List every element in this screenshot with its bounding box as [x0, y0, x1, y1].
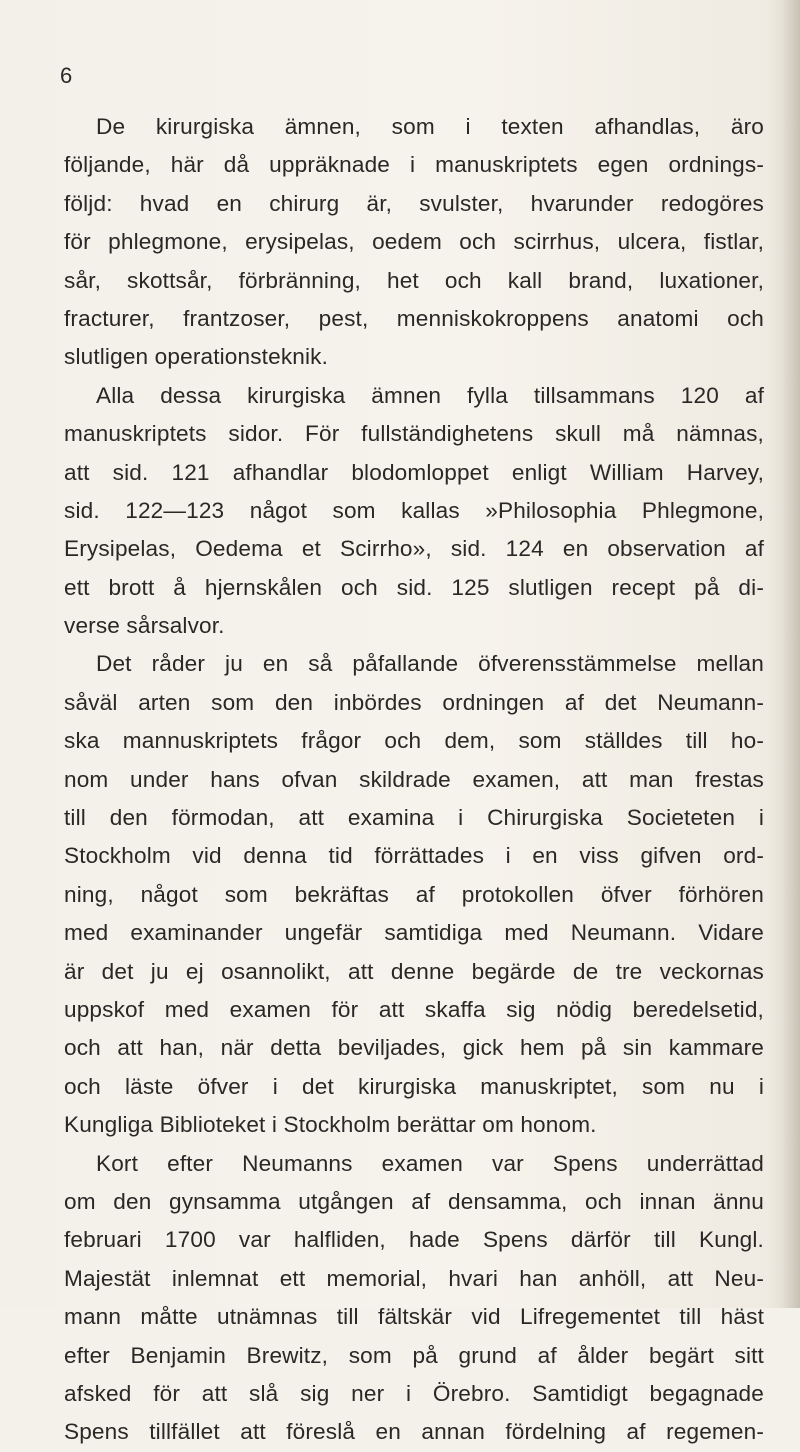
- page-number: 6: [60, 63, 73, 88]
- text-line: Kort efter Neumanns examen var Spens underrättad: [96, 1150, 764, 1176]
- text-line: De kirurgiska ämnen, som i texten afhandlas, äro: [96, 114, 764, 139]
- paragraph-4: [64, 1145, 764, 1452]
- text-line: ett brott å hjernskålen och sid. 125 slutligen recept på di-: [64, 574, 764, 600]
- text-line: februari 1700 var halfliden, hade Spens därför till Kungl.: [64, 1227, 764, 1253]
- paragraph-2: [64, 377, 764, 646]
- text-line: att sid. 121 afhandlar blodomloppet enligt William Harvey,: [64, 459, 764, 485]
- text-line: slutligen operationsteknik.: [64, 344, 329, 370]
- paragraph-3: [64, 645, 764, 1144]
- text-line: uppskof med examen för att skaffa sig nödig beredelsetid,: [64, 996, 764, 1022]
- text-line: Erysipelas, Oedema et Scirrho», sid. 124 en observation af: [64, 536, 764, 562]
- text-line: verse sårsalvor.: [64, 613, 225, 639]
- text-line: med examinander ungefär samtidiga med Neumann. Vidare: [64, 920, 764, 946]
- page-edge-shadow: [782, 0, 800, 1308]
- text-line: är det ju ej osannolikt, att denne begärde de tre veckornas: [64, 958, 764, 984]
- text-line: Kungliga Biblioteket i Stockholm berättar om honom.: [64, 1112, 597, 1138]
- text-line: för phlegmone, erysipelas, oedem och scirrhus, ulcera, fistlar,: [64, 229, 764, 255]
- text-line: ska mannuskriptets frågor och dem, som ställdes till ho-: [64, 728, 764, 754]
- text-line: och att han, när detta beviljades, gick hem på sin kammare: [64, 1035, 764, 1061]
- text-line: mann måtte utnämnas till fältskär vid Lifregementet till häst: [64, 1304, 764, 1330]
- text-line: och läste öfver i det kirurgiska manuskriptet, som nu i: [64, 1073, 764, 1099]
- text-line: Spens tillfället att föreslå en annan fördelning af regemen-: [64, 1419, 764, 1445]
- body-text: [64, 108, 764, 1452]
- text-line: Stockholm vid denna tid förrättades i en viss gifven ord-: [64, 843, 764, 869]
- text-line: Alla dessa kirurgiska ämnen fylla tillsammans 120 af: [96, 382, 764, 408]
- text-line: om den gynsamma utgången af densamma, och innan ännu: [64, 1188, 764, 1214]
- text-line: fracturer, frantzoser, pest, menniskokroppens anatomi och: [64, 305, 764, 331]
- text-line: sid. 122—123 något som kallas »Philosophia Phlegmone,: [64, 497, 764, 523]
- text-line: nom under hans ofvan skildrade examen, att man frestas: [64, 766, 764, 792]
- text-line: Det råder ju en så påfallande öfverensstämmelse mellan: [96, 651, 764, 677]
- text-line: manuskriptets sidor. För fullständighetens skull må nämnas,: [64, 421, 764, 447]
- text-line: Majestät inlemnat ett memorial, hvari han anhöll, att Neu-: [64, 1265, 764, 1291]
- text-line: följd: hvad en chirurg är, svulster, hvarunder redogöres: [64, 190, 764, 216]
- text-line: ning, något som bekräftas af protokollen öfver förhören: [64, 881, 764, 907]
- paragraph-1: [64, 108, 764, 377]
- text-line: afsked för att slå sig ner i Örebro. Samtidigt begagnade: [64, 1380, 764, 1406]
- text-line: efter Benjamin Brewitz, som på grund af ålder begärt sitt: [64, 1342, 764, 1368]
- text-line: till den förmodan, att examina i Chirurgiska Societeten i: [64, 805, 764, 831]
- text-line: följande, här då uppräknade i manuskriptets egen ordnings-: [64, 152, 764, 178]
- text-line: sår, skottsår, förbränning, het och kall brand, luxationer,: [64, 267, 764, 293]
- text-line: såväl arten som den inbördes ordningen af det Neumann-: [64, 689, 764, 715]
